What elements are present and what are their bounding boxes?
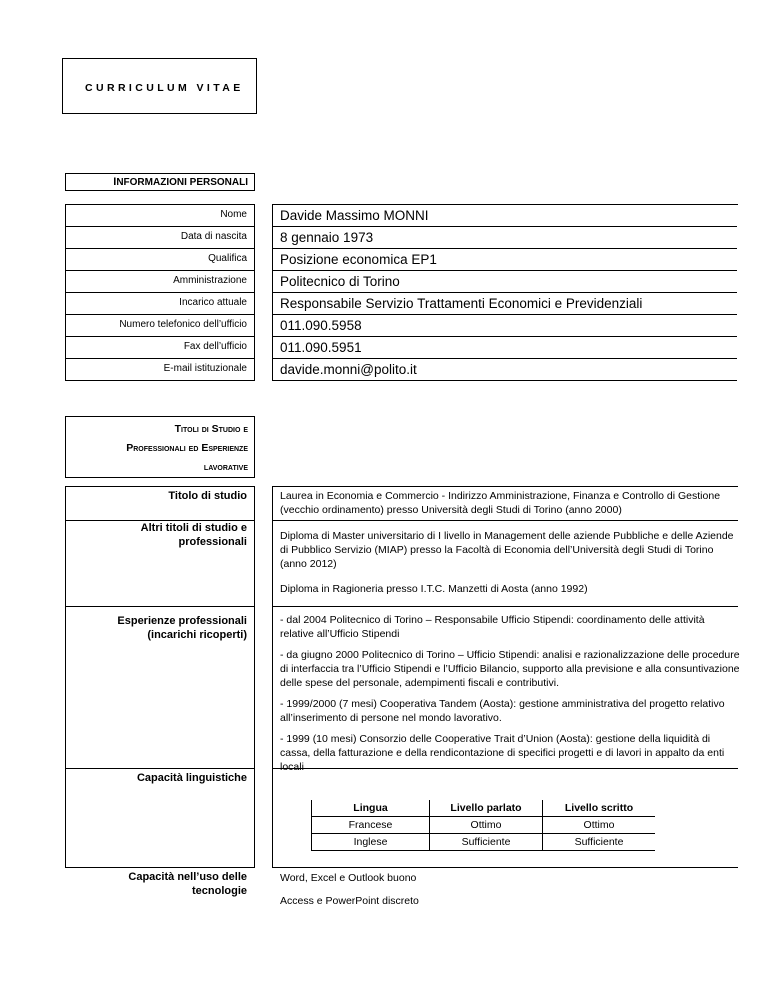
text-esperienze: [280, 613, 740, 781]
label-amministrazione: Amministrazione: [65, 271, 255, 293]
label-data-nascita: Data di nascita: [65, 227, 255, 249]
tecnologia-item: Word, Excel e Outlook buono: [280, 872, 417, 884]
label-titolo-studio: Titolo di studio: [168, 490, 247, 502]
edu-top-line-left: [65, 486, 255, 487]
value-amministrazione: Politecnico di Torino: [272, 271, 737, 293]
label-lingue: Capacità linguistiche: [136, 772, 247, 784]
value-nome: Davide Massimo MONNI: [272, 205, 737, 227]
value-incarico: Responsabile Servizio Trattamenti Economici e Previdenziali: [272, 293, 737, 315]
language-table: [311, 800, 655, 851]
lang-header-parlato: Livello parlato: [430, 800, 543, 817]
label-nome: Nome: [65, 205, 255, 227]
text-titolo-studio: Laurea in Economia e Commercio - Indirizzo Amministrazione, Finanza e Controllo di Gestione (vecchio ordinamento) presso Università degli Studi di Torino (anno 2000): [280, 490, 721, 516]
value-data-nascita: 8 gennaio 1973: [272, 227, 737, 249]
altri-item: Diploma di Master universitario di I livello in Management delle aziende Pubbliche e delle Aziende di Pubblico Servizio (MIAP) presso la Facoltà di Economia dell’Università degli Studi di Torino (anno 2012): [280, 530, 734, 570]
text-tecnologie: [280, 871, 740, 915]
label-tecnologie: Capacità nell’uso delle tecnologie: [128, 871, 247, 897]
lang-cell: Francese: [312, 817, 430, 834]
lang-cell: Inglese: [312, 834, 430, 851]
value-telefono: 011.090.5958: [272, 315, 737, 337]
education-heading: [65, 416, 255, 478]
value-fax: 011.090.5951: [272, 337, 737, 359]
label-altri-titoli: Altri titoli di studio e professionali: [140, 522, 247, 548]
label-email: E-mail istituzionale: [65, 359, 255, 381]
lang-cell: Ottimo: [543, 817, 656, 834]
label-telefono: Numero telefonico dell’ufficio: [65, 315, 255, 337]
altri-item: Diploma in Ragioneria presso I.T.C. Manzetti di Aosta (anno 1992): [280, 583, 588, 595]
heading-rest: NFORMAZIONI PERSONALI: [116, 177, 248, 188]
label-qualifica: Qualifica: [65, 249, 255, 271]
edu-top-line-right: [272, 486, 738, 487]
label-incarico: Incarico attuale: [65, 293, 255, 315]
tecnologia-item: Access e PowerPoint discreto: [280, 895, 419, 907]
esperienza-item: - 1999 (10 mesi) Consorzio delle Cooperative Trait d’Union (Aosta): gestione della liquidità di cassa, della fatturazione e della rendicontazione di specifici progetti e di lavori in appalto da enti locali: [280, 733, 725, 773]
edu-right-col-border: [272, 486, 273, 867]
esperienza-item: - dal 2004 Politecnico di Torino – Responsabile Ufficio Stipendi: coordinamento delle attività relative all’Ufficio Stipendi: [280, 614, 705, 640]
esperienza-item: - 1999/2000 (7 mesi) Cooperativa Tandem (Aosta): gestione amministrativa del progetto relativo all’inserimento di persone nel mondo lavorativo.: [280, 698, 725, 724]
label-fax: Fax dell’ufficio: [65, 337, 255, 359]
lang-cell: Ottimo: [430, 817, 543, 834]
education-heading-line3: lavorative: [203, 461, 248, 473]
label-esperienze: Esperienze professionali (incarichi ricoperti): [117, 615, 247, 641]
lang-cell: Sufficiente: [430, 834, 543, 851]
value-qualifica: Posizione economica EP1: [272, 249, 737, 271]
education-heading-line2: Professionali ed Esperienze: [126, 442, 248, 454]
lang-cell: Sufficiente: [543, 834, 656, 851]
lang-header-scritto: Livello scritto: [543, 800, 656, 817]
esperienza-item: - da giugno 2000 Politecnico di Torino – Ufficio Stipendi: analisi e razionalizzazione delle procedure di interfaccia tra l’Ufficio Stipendi e l’Ufficio Bilancio, supporto alla previsione e alla consuntivazione delle spese del personale, adempimenti fiscali e contributivi.: [280, 649, 740, 689]
value-email[interactable]: davide.monni@polito.it: [272, 359, 737, 381]
lang-header-lingua: Lingua: [312, 800, 430, 817]
personal-info-heading: [65, 173, 255, 191]
cv-title: CURRICULUM VITAE: [85, 82, 244, 94]
heading-initial: I: [113, 176, 117, 188]
education-heading-line1: Titoli di Studio e: [174, 423, 248, 435]
text-altri-titoli: [280, 529, 740, 603]
cv-title-box: [62, 58, 257, 114]
